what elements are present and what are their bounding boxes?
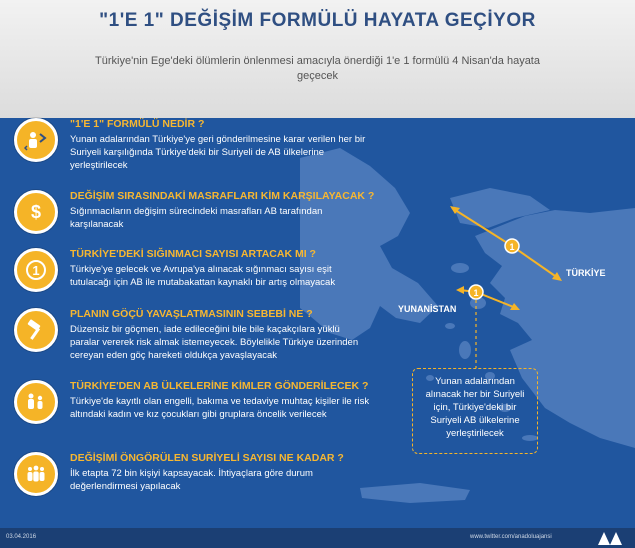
page-title: "1'E 1" DEĞİŞİM FORMÜLÜ HAYATA GEÇİYOR [99,10,536,31]
question-label: DEĞİŞİMİ ÖNGÖRÜLEN SURİYELİ SAYISI NE KADAR ? [70,452,344,464]
answer-text: İlk etapta 72 bin kişiyi kapsayacak. İhtiyaçlara göre durum değerlendirmesi yapılacak [70,468,313,492]
one-exchange-icon [14,248,58,292]
crowd-icon [14,452,58,496]
question-label: TÜRKİYE'DEN AB ÜLKELERİNE KİMLER GÖNDERİLECEK ? [70,380,369,392]
crete-land [360,483,470,503]
turkey-label: TÜRKİYE [566,268,606,278]
aa-logo-icon [596,530,626,546]
footer [0,528,635,548]
answer-text: Türkiye'de kayıtlı olan engelli, bakıma ve tedaviye muhtaç kişiler ile risk altındaki kadın ve kız çocukları gibi gruplara öncelik verilecek [70,396,370,420]
people-exchange-icon [14,118,58,162]
footer-date: 03.04.2016 [6,534,37,540]
answer-text: Yunan adalarından Türkiye'ye geri gönderilmesine karar verilen her bir Suriyeli karşılığında Türkiye'deki bir Suriyeli de AB ülkelerine yerleştirilecek [70,134,366,171]
svg-text:1: 1 [32,263,40,278]
header [0,0,635,118]
family-icon [14,380,58,424]
question-label: PLANIN GÖÇÜ YAVAŞLATMASININ SEBEBİ NE ? [70,308,313,320]
footer-twitter: www.twitter.com/anadoluajansi [470,534,552,540]
svg-text:$: $ [30,202,42,222]
question-label: DEĞİŞİM SIRASINDAKİ MASRAFLARI KİM KARŞILAYACAK ? [70,190,375,202]
question-label: TÜRKİYE'DEKİ SIĞINMACI SAYISI ARTACAK MI ? [70,248,316,260]
hammer-icon [14,308,58,352]
answer-text: Türkiye'ye gelecek ve Avrupa'ya alınacak sığınmacı sayısı eşit tutulacağı için AB ile mutabakattan kaynaklı bir artış olmayacak [70,264,336,288]
greece-label: YUNANİSTAN [398,304,457,314]
money-icon [14,190,58,234]
question-label: "1'E 1" FORMÜLÜ NEDİR ? [70,118,205,130]
map-callout: Yunan adalarından alınacak her bir Suriyeli için, Türkiye'deki bir Suriyeli AB ülkelerine yerleştirilecek [412,368,538,454]
answer-text: Sığınmacıların değişim sürecindeki masrafları AB tarafından karşılanacak [70,206,323,230]
marker-north-label: 1 [509,242,515,252]
answer-text: Düzensiz bir göçmen, iade edileceğini bile bile kaçakçılara yüklü paralar vererek risk almak istemeyecek. Böylelikle Türkiye üzerinden cereyan eden göç hareketi oldukça yavaşlayacak [70,324,359,361]
page-subtitle: Türkiye'nin Ege'deki ölümlerin önlenmesi amacıyla önerdiği 1'e 1 formülü 4 Nisan'da hayata geçecek [95,55,540,82]
marker-south-label: 1 [473,288,479,298]
